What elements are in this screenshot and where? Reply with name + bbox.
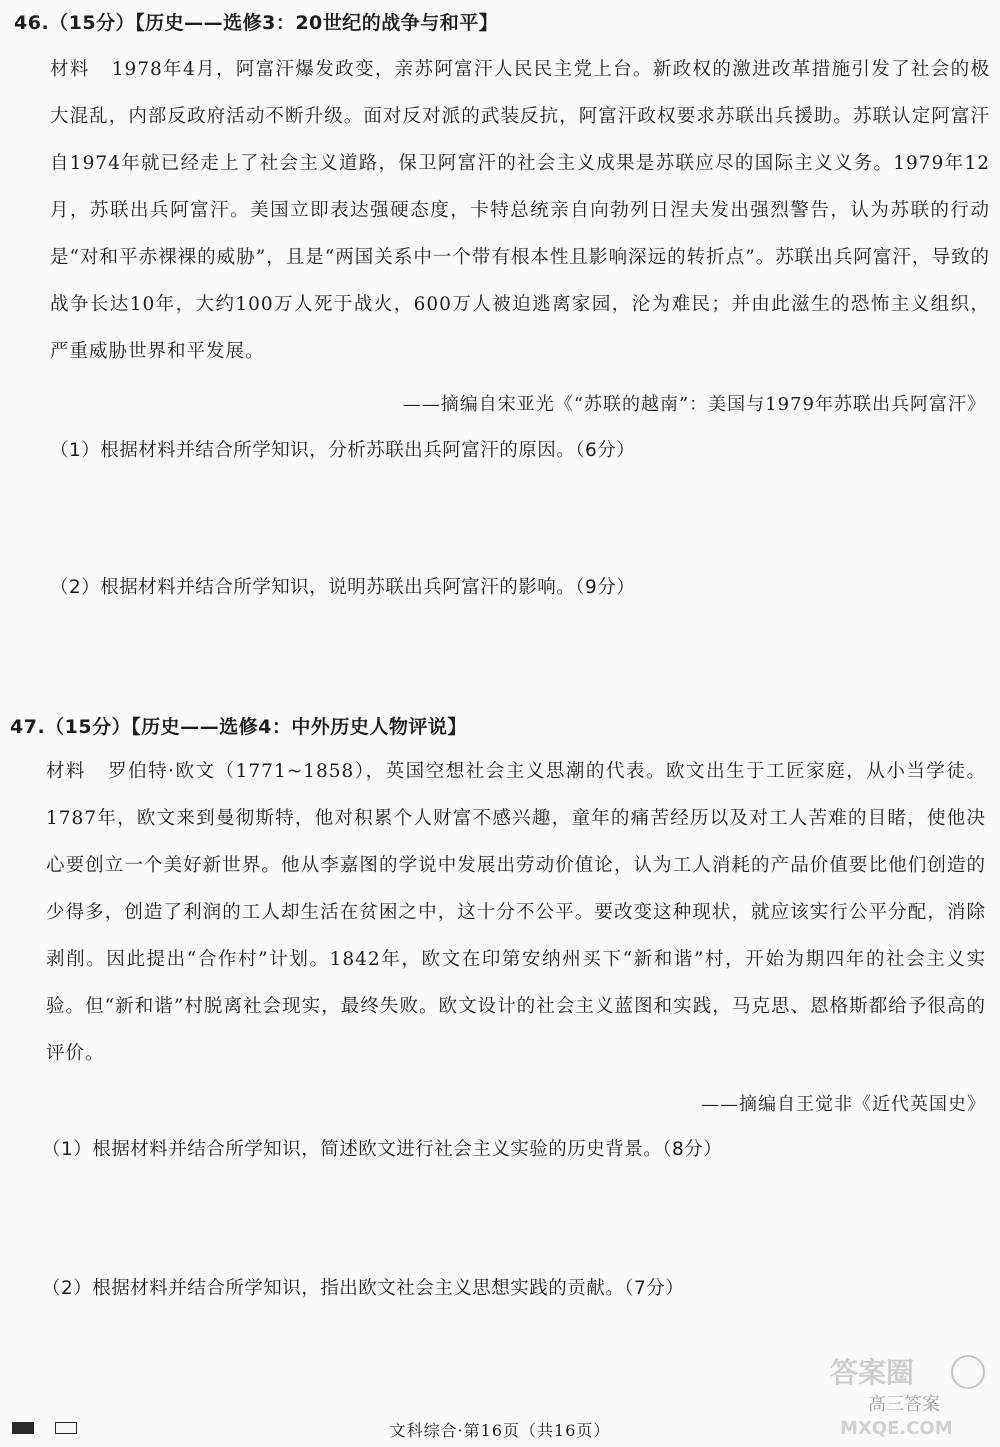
watermark-line1: 答案圈 xyxy=(830,1356,915,1389)
question-47-heading: 47.（15分）【历史——选修4：中外历史人物评说】 xyxy=(10,716,467,738)
watermark-logo xyxy=(820,1350,990,1440)
question-47-sub-1: （1）根据材料并结合所学知识，简述欧文进行社会主义实验的历史背景。（8分） xyxy=(42,1139,723,1160)
question-47-sub-2: （2）根据材料并结合所学知识，指出欧文社会主义思想实践的贡献。（7分） xyxy=(42,1278,685,1299)
question-47-source: ——摘编自王觉非《近代英国史》 xyxy=(701,1094,986,1115)
question-46-sub-2: （2）根据材料并结合所学知识，说明苏联出兵阿富汗的影响。（9分） xyxy=(50,577,636,598)
question-46-material xyxy=(50,46,990,375)
page-footer: 文科综合·第16页（共16页） xyxy=(389,1421,611,1440)
watermark-line2: 高三答案 xyxy=(868,1394,940,1415)
material-text: 罗伯特·欧文（1771~1858），英国空想社会主义思潮的代表。欧文出生于工匠家庭，从小当学徒。1787年，欧文来到曼彻斯特，他对积累个人财富不感兴趣，童年的痛苦经历以及对工人苦难的目睹，使他决心要创立一个美好新世界。他从李嘉图的学说中发展出劳动价值论，认为工人消耗的产品价值要比他们创造的少得多，创造了利润的工人却生活在贫困之中，这十分不公平。要改变这种现状，就应该实行公平分配，消除剥削。因此提出“合作村”计划。1842年，欧文在印第安纳州买下“新和谐”村，开始为期四年的社会主义实验。但“新和谐”村脱离社会现实，最终失败。欧文设计的社会主义蓝图和实践，马克思、恩格斯都给予很高的评价。 xyxy=(46,761,986,1064)
material-text: 1978年4月，阿富汗爆发政变，亲苏阿富汗人民民主党上台。新政权的激进改革措施引发了社会的极大混乱，内部反政府活动不断升级。面对反对派的武装反抗，阿富汗政权要求苏联出兵援助。苏联认定阿富汗自1974年就已经走上了社会主义道路，保卫阿富汗的社会主义成果是苏联应尽的国际主义义务。1979年12月，苏联出兵阿富汗。美国立即表达强硬态度，卡特总统亲自向勃列日涅夫发出强烈警告，认为苏联的行动是“对和平赤裸裸的威胁”，且是“两国关系中一个带有根本性且影响深远的转折点”。苏联出兵阿富汗，导致的战争长达10年，大约100万人死于战火，600万人被迫逃离家园，沦为难民；并由此滋生的恐怖主义组织，严重威胁世界和平发展。 xyxy=(50,59,990,362)
material-label: 材料 xyxy=(50,59,90,80)
question-46-sub-1: （1）根据材料并结合所学知识，分析苏联出兵阿富汗的原因。（6分） xyxy=(50,440,636,461)
question-46-heading: 46.（15分）【历史——选修3：20世纪的战争与和平】 xyxy=(14,12,499,34)
watermark-line3: MXQE.COM xyxy=(840,1418,953,1439)
question-47-material xyxy=(46,748,986,1077)
material-label: 材料 xyxy=(46,761,87,782)
watermark-circle xyxy=(952,1356,984,1388)
question-46-source: ——摘编自宋亚光《“苏联的越南”：美国与1979年苏联出兵阿富汗》 xyxy=(402,394,986,415)
